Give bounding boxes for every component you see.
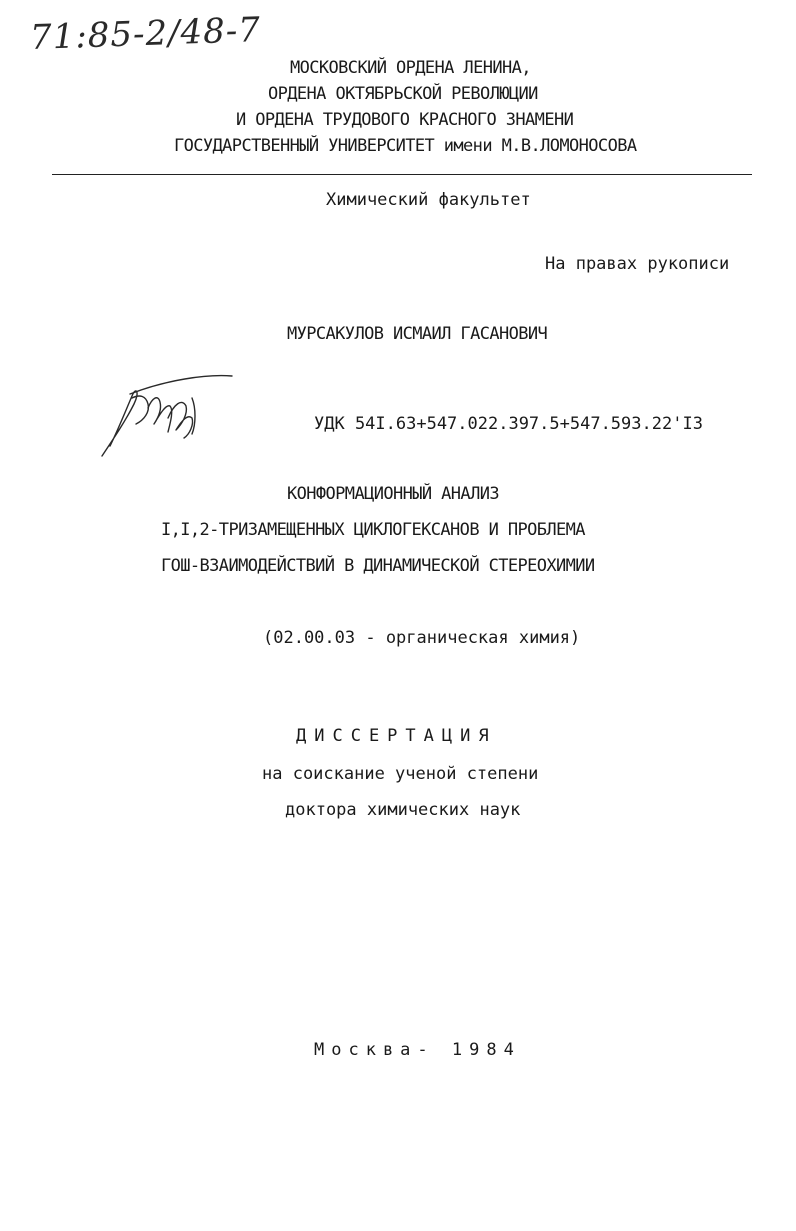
manuscript-rights: На правах рукописи bbox=[545, 254, 730, 274]
title-line-1: КОНФОРМАЦИОННЫЙ АНАЛИЗ bbox=[287, 484, 499, 504]
university-line-1: МОСКОВСКИЙ ОРДЕНА ЛЕНИНА, bbox=[290, 58, 531, 78]
title-line-2: I,I,2-ТРИЗАМЕЩЕННЫХ ЦИКЛОГЕКСАНОВ И ПРОБЛЕМА bbox=[161, 520, 585, 540]
university-line-2: ОРДЕНА ОКТЯБРЬСКОЙ РЕВОЛЮЦИИ bbox=[268, 84, 538, 104]
degree-line-1: на соискание ученой степени bbox=[262, 764, 539, 784]
place-year: Москва- 1984 bbox=[314, 1040, 521, 1060]
faculty: Химический факультет bbox=[326, 190, 531, 210]
university-line-4: ГОСУДАРСТВЕННЫЙ УНИВЕРСИТЕТ имени М.В.ЛОМОНОСОВА bbox=[174, 136, 637, 156]
archive-code: 71:85-2/48-7 bbox=[29, 9, 262, 59]
degree-line-2: доктора химических наук bbox=[285, 800, 521, 820]
specialty: (02.00.03 - органическая химия) bbox=[263, 628, 581, 648]
university-line-3: И ОРДЕНА ТРУДОВОГО КРАСНОГО ЗНАМЕНИ bbox=[236, 110, 574, 130]
signature-icon bbox=[96, 368, 246, 468]
header-rule bbox=[52, 174, 752, 175]
author-name: МУРСАКУЛОВ ИСМАИЛ ГАСАНОВИЧ bbox=[287, 324, 548, 344]
title-line-3: ГОШ-ВЗАИМОДЕЙСТВИЙ В ДИНАМИЧЕСКОЙ СТЕРЕОХИМИИ bbox=[161, 556, 595, 576]
udc-code: УДК 54I.63+547.022.397.5+547.593.22'I3 bbox=[314, 414, 703, 434]
dissertation-label: ДИССЕРТАЦИЯ bbox=[296, 726, 497, 746]
